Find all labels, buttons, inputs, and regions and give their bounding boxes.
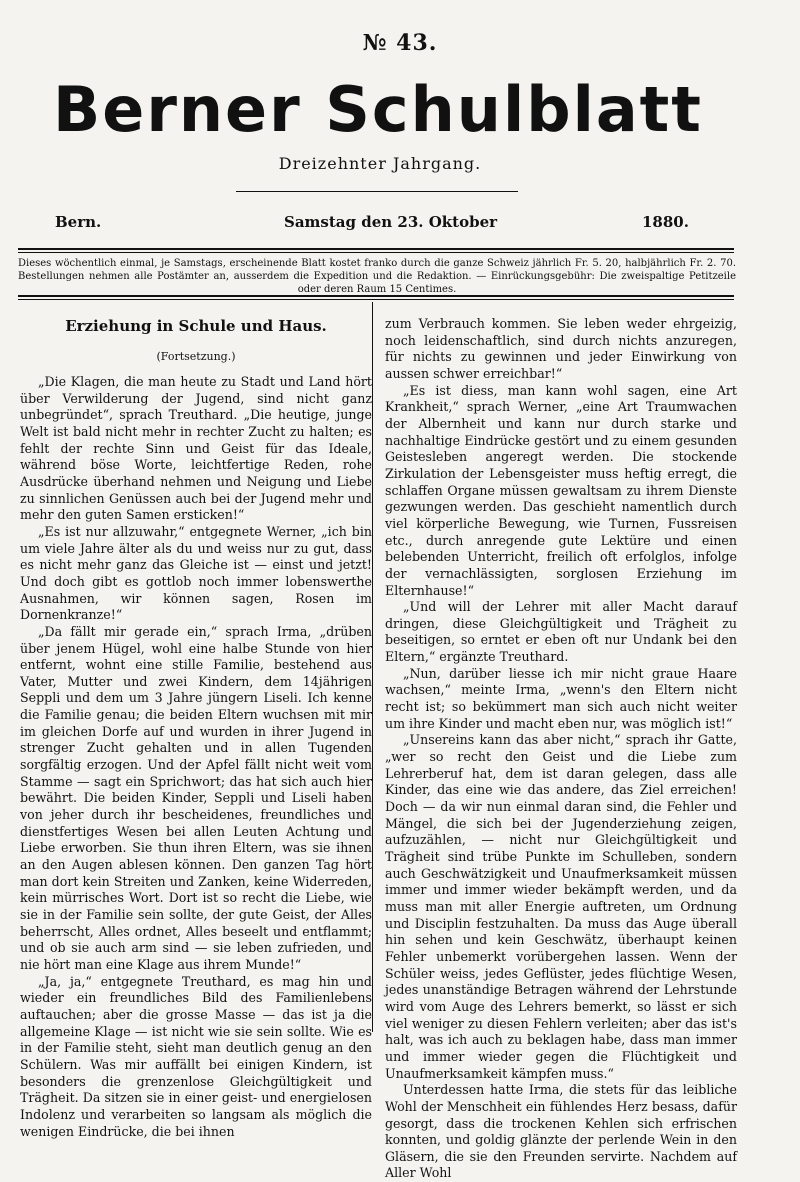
- issue-date: Samstag den 23. Oktober: [284, 213, 498, 231]
- paragraph: „Unsereins kann das aber nicht,“ sprach ihr Gatte, „wer so recht den Geist und die Liebe zum Lehrerberuf hat, dem ist daran gelegen, dass alle Kinder, das eine wie das andere, das Ziel erreichen! Doch — da wir nun einmal daran sind, die Fehler und Mängel, die sich bei der Jugenderziehung zeigen, aufzuzählen, — nicht nur Gleichgültigkeit und Trägheit sind trübe Punkte im Schulleben, sondern auch Geschwätzigkeit und Unaufmerksamkeit müssen immer und immer wieder bekämpft werden, und da muss man mit aller Energie auftreten, um Ordnung und Disciplin festzuhalten. Da muss das Auge überall hin sehen und kein Geschwätz, überhaupt keinen Fehler unbemerkt vorübergehen lassen. Wenn der Schüler weiss, jedes Geflüster, jedes flüchtige Wesen, jedes unanständige Betragen während der Lehrstunde wird vom Auge des Lehrers bemerkt, so lässt er sich viel weniger zu diesen Fehlern verleiten; aber das ist's halt, was ich auch zu beklagen habe, dass man immer und immer wieder gegen die Flüchtigkeit und Unaufmerksamkeit kämpfen muss.“: [385, 732, 737, 1081]
- paragraph: „Ja, ja,“ entgegnete Treuthard, es mag hin und wieder ein freundliches Bild des Familienlebens auftauchen; aber die grosse Masse — das ist ja die allgemeine Klage — ist nicht wie sie sein sollte. Wie es in der Familie steht, sieht man deutlich genug an den Schülern. Was mir auffällt bei einigen Kindern, ist besonders die grenzenlose Gleichgültigkeit und Trägheit. Da sitzen sie in einer geist- und energielosen Indolenz und verarbeiten so langsam als möglich die wenigen Eindrücke, die bei ihnen: [20, 973, 372, 1139]
- right-column: [385, 316, 737, 1182]
- paragraph: zum Verbrauch kommen. Sie leben weder ehrgeizig, noch leidenschaftlich, sind durch nichts anzuregen, für nichts zu gewinnen und jeder Einwirkung von aussen schwer erreichbar!“: [385, 316, 737, 381]
- top-rule: [18, 248, 734, 250]
- paragraph: „Die Klagen, die man heute zu Stadt und Land hört über Verwilderung der Jugend, sind nicht ganz unbegründet“, sprach Treuthard. „Die heutige, junge Welt ist bald nicht mehr in rechter Zucht zu halten; es fehlt der rechte Sinn und Geist für das Ideale, während böse Worte, leichtfertige Reden, rohe Ausdrücke überhand nehmen und Neigung und Liebe zu sinnlichen Genüssen auch bei der Jugend mehr und mehr den guten Samen ersticken!“: [20, 374, 372, 523]
- place-label: Bern.: [55, 213, 102, 231]
- masthead-title: Berner Schulblatt: [53, 73, 703, 146]
- issue-year: 1880.: [642, 213, 689, 231]
- left-column: [20, 316, 372, 1140]
- paragraph: „Es ist nur allzuwahr,“ entgegnete Werner, „ich bin um viele Jahre älter als du und weiss nur zu gut, dass es nicht mehr ganz das Gleiche ist — einst und jetzt! Und doch gibt es gottlob noch immer lobenswerthe Ausnahmen, wir können sagen, Rosen im Dornenkranze!“: [20, 523, 372, 623]
- paragraph: „Und will der Lehrer mit aller Macht darauf dringen, diese Gleichgültigkeit und Trägheit zu beseitigen, so erntet er eben oft nur Undank bei den Eltern,“ ergänzte Treuthard.: [385, 599, 737, 665]
- notice-line-1: Dieses wöchentlich einmal, je Samstags, erscheinende Blatt kostet franko durch die ganze Schweiz jährlich Fr. 5. 20, halbjährlich Fr. 2. 70.: [18, 258, 736, 269]
- paragraph: „Nun, darüber liesse ich mir nicht graue Haare wachsen,“ meinte Irma, „wenn's den Eltern nicht recht ist; so bekümmert man sich auch nicht weiter um ihre Kinder und macht eben nur, was möglich ist!“: [385, 665, 737, 731]
- notice-line-3: oder deren Raum 15 Centimes.: [297, 284, 457, 295]
- paragraph: „Es ist diess, man kann wohl sagen, eine Art Krankheit,“ sprach Werner, „eine Art Traumwachen der Albernheit und kann nur durch starke und nachhaltige Eindrücke gestört und zu einem gesunden Geistesleben angeregt werden. Die stockende Zirkulation der Lebensgeister muss heftig erregt, die schlaffen Organe müssen gewaltsam zu ihrem Dienste gezwungen werden. Das geschieht namentlich durch viel körperliche Bewegung, wie Turnen, Fussreisen etc., durch anregende gute Lektüre und einen belebenden Unterricht, freilich oft erfolglos, infolge der vernachlässigten, sorglosen Erziehung im Elternhause!“: [385, 382, 737, 598]
- continuation-label: (Fortsetzung.): [156, 350, 236, 363]
- issue-number: № 43.: [362, 30, 438, 56]
- notice-line-2: Bestellungen nehmen alle Postämter an, ausserdem die Expedition und die Redaktion. — Einrückungsgebühr: Die zweispaltige Petitzeile: [18, 271, 736, 282]
- paragraph: Unterdessen hatte Irma, die stets für das leibliche Wohl der Menschheit ein fühlendes Herz besass, dafür gesorgt, dass die trockenen Kehlen sich erfrischen konnten, und goldig glänzte der perlende Wein in den Gläsern, die sie den Freunden servirte. Nachdem auf Aller Wohl: [385, 1082, 737, 1181]
- paragraph: „Da fällt mir gerade ein,“ sprach Irma, „drüben über jenem Hügel, wohl eine halbe Stunde von hier entfernt, wohnt eine stille Familie, bestehend aus Vater, Mutter und zwei Kindern, dem 14jährigen Seppli und dem um 3 Jahre jüngern Liseli. Ich kenne die Familie genau; die beiden Eltern wuchsen mit mir im gleichen Dorfe auf und wurden in ihrer Jugend in strenger Zucht gehalten und in allen Tugenden sorgfältig erzogen. Und der Apfel fällt nicht weit vom Stamme — sagt ein Sprichwort; das hat sich auch hier bewährt. Die beiden Kinder, Seppli und Liseli haben von jeher durch ihr bescheidenes, freundliches und dienstfertiges Wesen bei allen Leuten Achtung und Liebe erworben. Sie thun ihren Eltern, was sie ihnen an den Augen ablesen können. Den ganzen Tag hört man dort kein Streiten und Zanken, keine Widerreden, kein mürrisches Wort. Dort ist so recht die Liebe, wie sie in der Familie sein sollte, der gute Geist, der Alles beherrscht, Alles ordnet, Alles beseelt und entflammt; und ob sie auch arm sind — sie leben zufrieden, und nie hört man eine Klage aus ihrem Munde!“: [20, 623, 372, 972]
- article-title: Erziehung in Schule und Haus.: [65, 317, 327, 335]
- subtitle-rule: [236, 191, 518, 192]
- notice-bottom-rule-thin: [18, 299, 734, 300]
- column-divider: [372, 302, 373, 1032]
- notice-bottom-rule: [18, 295, 734, 297]
- subscription-notice: [18, 257, 736, 296]
- top-rule-thin: [18, 252, 734, 253]
- subtitle: Dreizehnter Jahrgang.: [278, 154, 482, 173]
